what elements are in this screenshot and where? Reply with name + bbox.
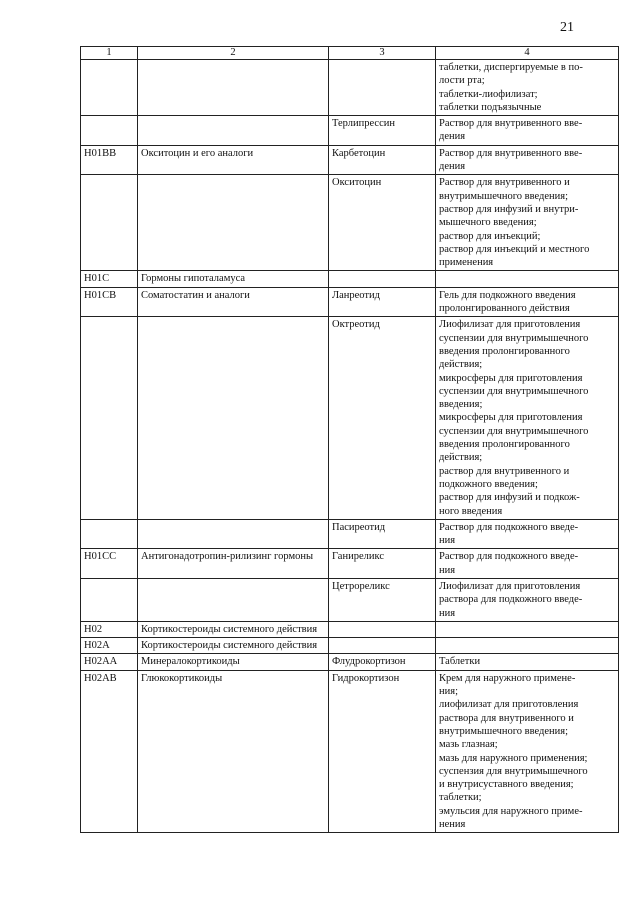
table-row	[81, 519, 619, 549]
group-name-cell	[138, 116, 329, 146]
dosage-form-line: пролонгированного действия	[439, 303, 570, 315]
group-name-cell: Антигонадотропин-рилизинг гормоны	[138, 549, 329, 579]
dosage-form-line: подкожного введения;	[439, 478, 538, 490]
table-row	[81, 271, 619, 287]
dosage-form-line: мышечного введения;	[439, 217, 537, 229]
group-name-cell	[138, 60, 329, 116]
table-row	[81, 317, 619, 519]
dosage-form-line: ного введения	[439, 505, 503, 517]
dosage-form-line: суспензии для внутримышечного	[439, 385, 589, 397]
group-name-cell	[138, 519, 329, 549]
table-header-row	[81, 47, 619, 60]
table-row	[81, 670, 619, 833]
table-row	[81, 549, 619, 579]
dosage-form-line: Крем для наружного примене-	[439, 672, 576, 684]
drug-name-cell: Карбетоцин	[329, 145, 436, 175]
table-row	[81, 145, 619, 175]
table-row	[81, 578, 619, 621]
group-name-cell: Соматостатин и аналоги	[138, 287, 329, 317]
group-name-cell: Гормоны гипоталамуса	[138, 271, 329, 287]
drug-name-cell	[329, 60, 436, 116]
dosage-form-line: Лиофилизат для приготовления	[439, 319, 581, 331]
group-name-cell: Кортикостероиды системного действия	[138, 621, 329, 637]
dosage-form-line: Гель для подкожного введения	[439, 289, 576, 301]
dosage-form-line: Раствор для внутривенного вве-	[439, 118, 583, 130]
atc-code-cell	[81, 175, 138, 271]
dosage-forms-cell	[436, 287, 619, 317]
column-header-4: 4	[436, 47, 619, 60]
dosage-form-line: таблетки-лиофилизат;	[439, 88, 538, 100]
group-name-cell: Кортикостероиды системного действия	[138, 638, 329, 654]
dosage-form-line: дения	[439, 161, 466, 173]
dosage-forms-cell	[436, 519, 619, 549]
dosage-forms-cell	[436, 578, 619, 621]
group-name-cell: Окситоцин и его аналоги	[138, 145, 329, 175]
atc-code-cell	[81, 60, 138, 116]
dosage-form-line: и внутрисуставного введения;	[439, 779, 574, 791]
dosage-form-line: введения;	[439, 399, 483, 411]
atc-code-cell: H01CB	[81, 287, 138, 317]
column-header-2: 2	[138, 47, 329, 60]
dosage-form-line: раствора для подкожного введе-	[439, 594, 583, 606]
table-row	[81, 621, 619, 637]
dosage-form-line: раствор для инфузий и внутри-	[439, 203, 579, 215]
dosage-form-line: Раствор для внутривенного вве-	[439, 147, 583, 159]
table-row	[81, 116, 619, 146]
drug-name-cell: Пасиреотид	[329, 519, 436, 549]
dosage-forms-cell	[436, 271, 619, 287]
atc-code-cell: H02A	[81, 638, 138, 654]
group-name-cell	[138, 175, 329, 271]
dosage-form-line: нения	[439, 819, 466, 831]
atc-code-cell	[81, 578, 138, 621]
drug-name-cell	[329, 271, 436, 287]
dosage-form-line: мазь для наружного применения;	[439, 752, 588, 764]
dosage-forms-cell	[436, 654, 619, 670]
dosage-form-line: действия;	[439, 359, 483, 371]
drug-name-cell	[329, 621, 436, 637]
dosage-forms-cell	[436, 175, 619, 271]
page-number: 21	[560, 20, 574, 35]
dosage-form-line: лости рта;	[439, 75, 485, 87]
dosage-forms-cell	[436, 116, 619, 146]
dosage-forms-cell	[436, 621, 619, 637]
dosage-form-line: раствор для внутривенного и	[439, 465, 570, 477]
dosage-form-line: раствор для инъекций;	[439, 230, 541, 242]
dosage-form-line: дения	[439, 131, 466, 143]
dosage-form-line: суспензия для внутримышечного	[439, 765, 588, 777]
table-row	[81, 60, 619, 116]
dosage-form-line: таблетки подъязычные	[439, 101, 542, 113]
drug-name-cell	[329, 638, 436, 654]
drug-name-cell: Октреотид	[329, 317, 436, 519]
group-name-cell	[138, 317, 329, 519]
atc-code-cell: H01C	[81, 271, 138, 287]
drug-name-cell: Гидрокортизон	[329, 670, 436, 833]
dosage-form-line: суспензии для внутримышечного	[439, 425, 589, 437]
dosage-form-line: суспензии для внутримышечного	[439, 332, 589, 344]
dosage-form-line: ния	[439, 607, 456, 619]
dosage-form-line: внутримышечного введения;	[439, 190, 569, 202]
column-header-3: 3	[329, 47, 436, 60]
group-name-cell: Глюкокортикоиды	[138, 670, 329, 833]
drug-name-cell: Ланреотид	[329, 287, 436, 317]
dosage-form-line: введения пролонгированного	[439, 439, 570, 451]
dosage-form-line: Раствор для внутривенного и	[439, 177, 570, 189]
dosage-form-line: применения	[439, 257, 494, 269]
dosage-form-line: микросферы для приготовления	[439, 412, 583, 424]
drug-name-cell: Ганиреликс	[329, 549, 436, 579]
dosage-form-line: Раствор для подкожного введе-	[439, 521, 579, 533]
drug-name-cell: Флудрокортизон	[329, 654, 436, 670]
dosage-forms-cell	[436, 670, 619, 833]
drug-name-cell: Терлипрессин	[329, 116, 436, 146]
dosage-form-line: ния	[439, 535, 456, 547]
column-header-1: 1	[81, 47, 138, 60]
dosage-form-line: Лиофилизат для приготовления	[439, 580, 581, 592]
atc-code-cell	[81, 317, 138, 519]
dosage-form-line: эмульсия для наружного приме-	[439, 805, 583, 817]
dosage-form-line: Таблетки	[439, 656, 481, 668]
atc-code-cell	[81, 519, 138, 549]
table-row	[81, 654, 619, 670]
dosage-form-line: таблетки, диспергируемые в по-	[439, 62, 583, 73]
atc-code-cell	[81, 116, 138, 146]
table-row	[81, 287, 619, 317]
dosage-forms-cell	[436, 638, 619, 654]
dosage-form-line: раствора для внутривенного и	[439, 712, 574, 724]
dosage-form-line: раствор для инъекций и местного	[439, 243, 590, 255]
table-row	[81, 175, 619, 271]
table-row	[81, 638, 619, 654]
dosage-forms-cell	[436, 549, 619, 579]
dosage-form-line: Раствор для подкожного введе-	[439, 551, 579, 563]
group-name-cell	[138, 578, 329, 621]
atc-code-cell: H02	[81, 621, 138, 637]
dosage-form-line: введения пролонгированного	[439, 345, 570, 357]
dosage-form-line: ния	[439, 564, 456, 576]
dosage-form-line: раствор для инфузий и подкож-	[439, 492, 580, 504]
dosage-form-line: внутримышечного введения;	[439, 725, 569, 737]
atc-code-cell: H01BB	[81, 145, 138, 175]
group-name-cell: Минералокортикоиды	[138, 654, 329, 670]
dosage-form-line: действия;	[439, 452, 483, 464]
atc-code-cell: H02AA	[81, 654, 138, 670]
dosage-forms-cell	[436, 145, 619, 175]
atc-code-cell: H02AB	[81, 670, 138, 833]
drug-table	[80, 46, 619, 833]
dosage-form-line: микросферы для приготовления	[439, 372, 583, 384]
drug-name-cell: Цетрореликс	[329, 578, 436, 621]
dosage-forms-cell	[436, 317, 619, 519]
dosage-form-line: ния;	[439, 686, 458, 698]
dosage-forms-cell	[436, 60, 619, 116]
dosage-form-line: мазь глазная;	[439, 739, 498, 751]
dosage-form-line: лиофилизат для приготовления	[439, 699, 579, 711]
dosage-form-line: таблетки;	[439, 792, 482, 804]
atc-code-cell: H01CC	[81, 549, 138, 579]
drug-name-cell: Окситоцин	[329, 175, 436, 271]
